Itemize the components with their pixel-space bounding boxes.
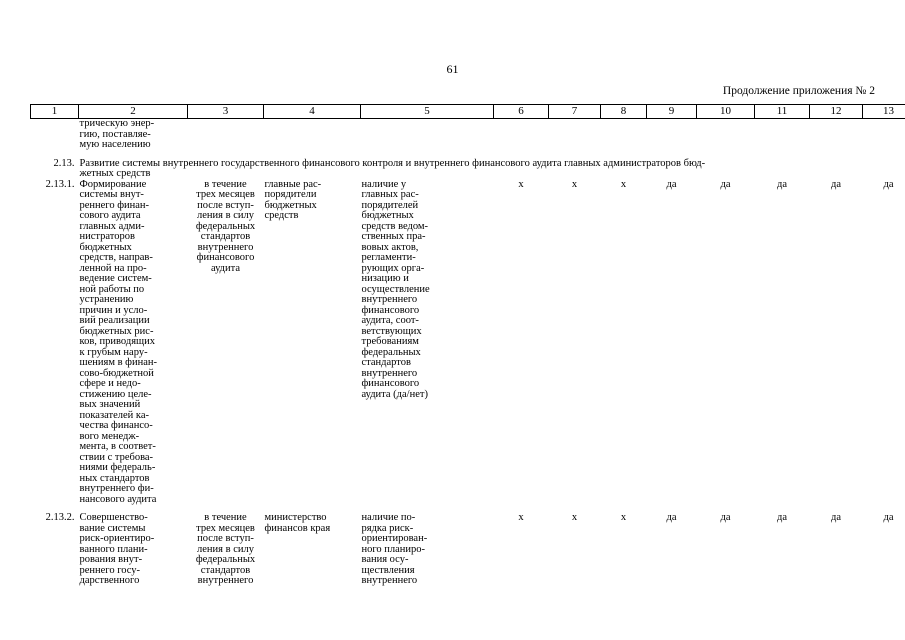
appendix-continuation-title: Продолжение приложения № 2 <box>722 85 875 97</box>
column-number: 8 <box>601 105 647 119</box>
value-col-8: х <box>620 178 627 190</box>
value-col-7: х <box>571 512 578 523</box>
column-number: 13 <box>863 105 905 119</box>
appendix-table <box>30 104 905 587</box>
value-col-6: х <box>518 512 524 523</box>
deadline: в течение трех месяцев после вступ- ления в силу федеральных стандартов внутреннего финансового аудита <box>195 178 256 274</box>
value-col-6: х <box>518 178 524 190</box>
value-col-9: да <box>666 512 677 523</box>
value-col-12: да <box>830 512 841 523</box>
measure-name: Совершенство- вание системы риск-ориентиро- ванного плани- рования внут- реннего госу- дарственного <box>79 512 155 586</box>
value-col-8: х <box>620 512 627 523</box>
indicator: наличие по- рядка риск- ориентирован- ного планиро- вания осу- ществления внутреннего <box>361 512 428 586</box>
column-number: 11 <box>755 105 810 119</box>
column-number-header <box>31 105 905 119</box>
value-col-11: да <box>776 178 787 190</box>
column-number: 6 <box>494 105 549 119</box>
column-number: 7 <box>549 105 601 119</box>
column-number: 2 <box>79 105 188 119</box>
page-number: 61 <box>446 62 459 76</box>
value-col-11: да <box>776 512 787 523</box>
column-number: 3 <box>188 105 264 119</box>
row-number: 2.13.1. <box>45 178 75 190</box>
measure-name: Формирование системы внут- реннего финан- сового аудита главных адми- нистраторов бюджетных средств, направ- ленной на про- ведение систем- ной работы по устранению причин и усло- вий реализации бюджетных рис- ков, приводящих к грубым нару- шениям в финан- сово-бюджетной сфере и недо- стижению целе- вых значений показателей ка- чества финансо- вого менедж- мента, в соответ- ствии с требова- ниями федераль- ных стандартов внутреннего фи- нансового аудита <box>79 178 157 505</box>
column-number: 10 <box>697 105 755 119</box>
table-row <box>31 513 905 587</box>
value-col-7: х <box>571 178 578 190</box>
continued-text: трическую энер- гию, поставляе- мую населению <box>79 118 155 150</box>
continued-row <box>31 119 905 151</box>
deadline: в течение трех месяцев после вступ- ления в силу федеральных стандартов внутреннего <box>195 512 256 586</box>
column-number: 12 <box>810 105 863 119</box>
column-number: 5 <box>361 105 494 119</box>
value-col-9: да <box>666 178 677 190</box>
indicator: наличие у главных рас- порядителей бюджетных средств ведом- ственных пра- вовых актов, регламенти- рующих орга- низацию и осуществление внутреннего финансового аудита, соот- ветствующих требованиям федеральных стандартов внутреннего финансового аудита (да/нет) <box>361 178 430 400</box>
value-col-13: да <box>883 178 894 190</box>
executor: министерство финансов края <box>264 512 331 534</box>
value-col-10: да <box>720 512 731 523</box>
section-title: Развитие системы внутреннего государственного финансового контроля и внутреннего финансового аудита главных администраторов бюд- жетных средств <box>79 157 706 179</box>
column-number: 4 <box>264 105 361 119</box>
value-col-10: да <box>720 178 731 190</box>
value-col-13: да <box>883 512 894 523</box>
executor: главные рас- порядители бюджетных средств <box>264 178 322 221</box>
column-number: 1 <box>31 105 79 119</box>
value-col-12: да <box>830 178 841 190</box>
table-row <box>31 180 905 506</box>
section-number: 2.13. <box>53 157 75 169</box>
column-number: 9 <box>647 105 697 119</box>
row-number: 2.13.2. <box>45 512 75 523</box>
section-row <box>31 159 905 180</box>
